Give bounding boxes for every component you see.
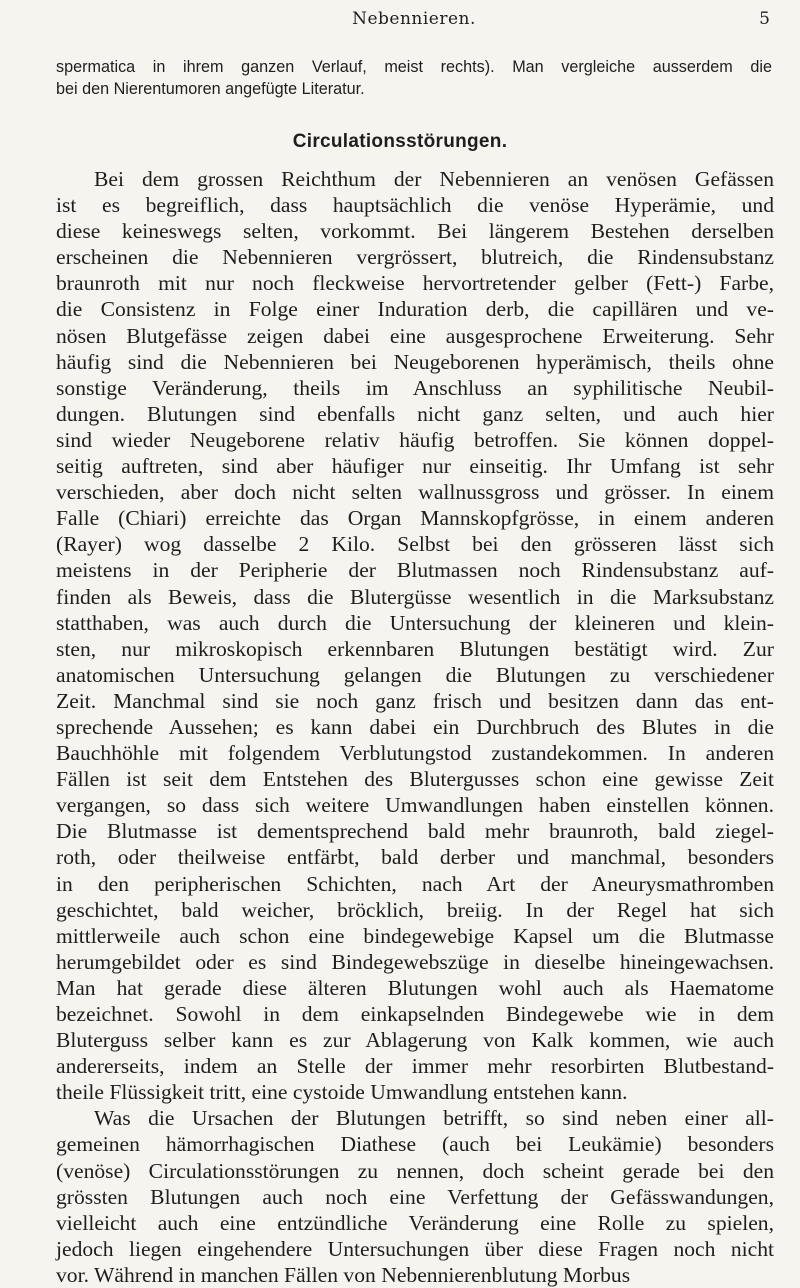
text-line: vielleicht auch eine entzündliche Veränderung eine Rolle zu spielen, [56, 1210, 774, 1235]
intro-paragraph [56, 56, 772, 100]
body-paragraphs [56, 166, 774, 1288]
text-line: ist es begreiflich, dass hauptsächlich die venöse Hyperämie, und [56, 193, 774, 218]
text-line: roth, oder theilweise entfärbt, bald derber und manchmal, besonders [56, 845, 774, 870]
text-line: geschichtet, bald weicher, bröcklich, breiig. In der Regel hat sich [56, 897, 774, 922]
text-line: Was die Ursachen der Blutungen betrifft, so sind neben einer all- [94, 1106, 774, 1131]
text-line: Man hat gerade diese älteren Blutungen wohl auch als Haematome [56, 975, 774, 1000]
running-head [58, 6, 770, 32]
text-line: theile Flüssigkeit tritt, eine cystoide Umwandlung entstehen kann. [56, 1080, 628, 1105]
text-line: bezeichnet. Sowohl in dem einkapselnden Bindegewebe wie in dem [56, 1002, 774, 1026]
text-line: herumgebildet oder es sind Bindegewebszüge in dieselbe hineingewachsen. [56, 949, 774, 974]
text-line: Falle (Chiari) erreichte das Organ Mannskopfgrösse, in einem anderen [56, 506, 774, 531]
text-line: die Consistenz in Folge einer Induration derb, die capillären und ve- [56, 297, 774, 322]
running-title: Nebennieren. [352, 9, 476, 29]
text-line: gemeinen hämorrhagischen Diathese (auch bei Leukämie) besonders [56, 1132, 774, 1157]
text-line: nösen Blutgefässe zeigen dabei eine ausgesprochene Erweiterung. Sehr [56, 323, 774, 348]
text-line: Die Blutmasse ist dementsprechend bald mehr braunroth, bald ziegel- [56, 819, 774, 844]
text-line: sprechende Aussehen; es kann dabei ein Durchbruch des Blutes in die [56, 714, 774, 739]
text-line: andererseits, indem an Stelle der immer mehr resorbirten Blutbestand- [56, 1054, 774, 1079]
text-line: meistens in der Peripherie der Blutmassen noch Rindensubstanz auf- [56, 558, 774, 583]
text-line: Bluterguss selber kann es zur Ablagerung von Kalk kommen, wie auch [56, 1028, 774, 1053]
page-number: 5 [759, 9, 770, 29]
text-line: sind wieder Neugeborene relativ häufig betroffen. Sie können doppel- [56, 427, 774, 452]
text-line: (Rayer) wog dasselbe 2 Kilo. Selbst bei den grösseren lässt sich [56, 532, 774, 557]
text-line: vergangen, so dass sich weitere Umwandlungen haben einstellen können. [56, 793, 774, 818]
text-line: verschieden, aber doch nicht selten wallnussgross und grösser. In einem [56, 480, 774, 505]
text-line: bei den Nierentumoren angefügte Literatur. [56, 80, 365, 98]
text-line: in den peripherischen Schichten, nach Art der Aneurysmathromben [56, 871, 774, 896]
text-line: finden als Beweis, dass die Blutergüsse wesentlich in die Marksubstanz [56, 584, 774, 609]
text-line: jedoch liegen eingehendere Untersuchungen über diese Fragen noch nicht [56, 1236, 774, 1261]
text-line: braunroth mit nur noch fleckweise hervortretender gelber (Fett-) Farbe, [56, 271, 774, 296]
section-heading: Circulationsstörungen. [292, 131, 508, 152]
text-line: spermatica in ihrem ganzen Verlauf, meist rechts). Man vergleiche ausserdem die [56, 58, 772, 76]
text-line: häufig sind die Nebennieren bei Neugeborenen hyperämisch, theils ohne [56, 349, 774, 374]
text-line: Fällen ist seit dem Entstehen des Blutergusses schon eine gewisse Zeit [56, 767, 774, 792]
text-line: Bauchhöhle mit folgendem Verblutungstod zustandekommen. In anderen [56, 741, 774, 766]
text-line: (venöse) Circulationsstörungen zu nennen, doch scheint gerade bei den [56, 1158, 774, 1183]
text-line: anatomischen Untersuchung gelangen die Blutungen zu verschiedener [56, 662, 774, 687]
text-line: Zeit. Manchmal sind sie noch ganz frisch und besitzen dann das ent- [56, 688, 774, 713]
text-line: sten, nur mikroskopisch erkennbaren Blutungen bestätigt wird. Zur [56, 636, 774, 661]
text-line: mittlerweile auch schon eine bindegewebige Kapsel um die Blutmasse [56, 923, 774, 948]
text-line: vor. Während in manchen Fällen von Nebennierenblutung Morbus [56, 1262, 631, 1287]
text-line: sonstige Veränderung, theils im Anschluss an syphilitische Neubil- [56, 375, 774, 400]
text-line: statthaben, was auch durch die Untersuchung der kleineren und klein- [56, 610, 774, 635]
text-line: erscheinen die Nebennieren vergrössert, blutreich, die Rindensubstanz [56, 245, 774, 270]
text-line: diese keineswegs selten, vorkommt. Bei längerem Bestehen derselben [56, 219, 774, 244]
text-line: dungen. Blutungen sind ebenfalls nicht ganz selten, und auch hier [56, 401, 774, 426]
text-line: grössten Blutungen auch noch eine Verfettung der Gefässwandungen, [56, 1184, 774, 1209]
text-line: Bei dem grossen Reichthum der Nebennieren an venösen Gefässen [94, 167, 774, 191]
text-line: seitig auftreten, sind aber häufiger nur einseitig. Ihr Umfang ist sehr [56, 454, 774, 479]
